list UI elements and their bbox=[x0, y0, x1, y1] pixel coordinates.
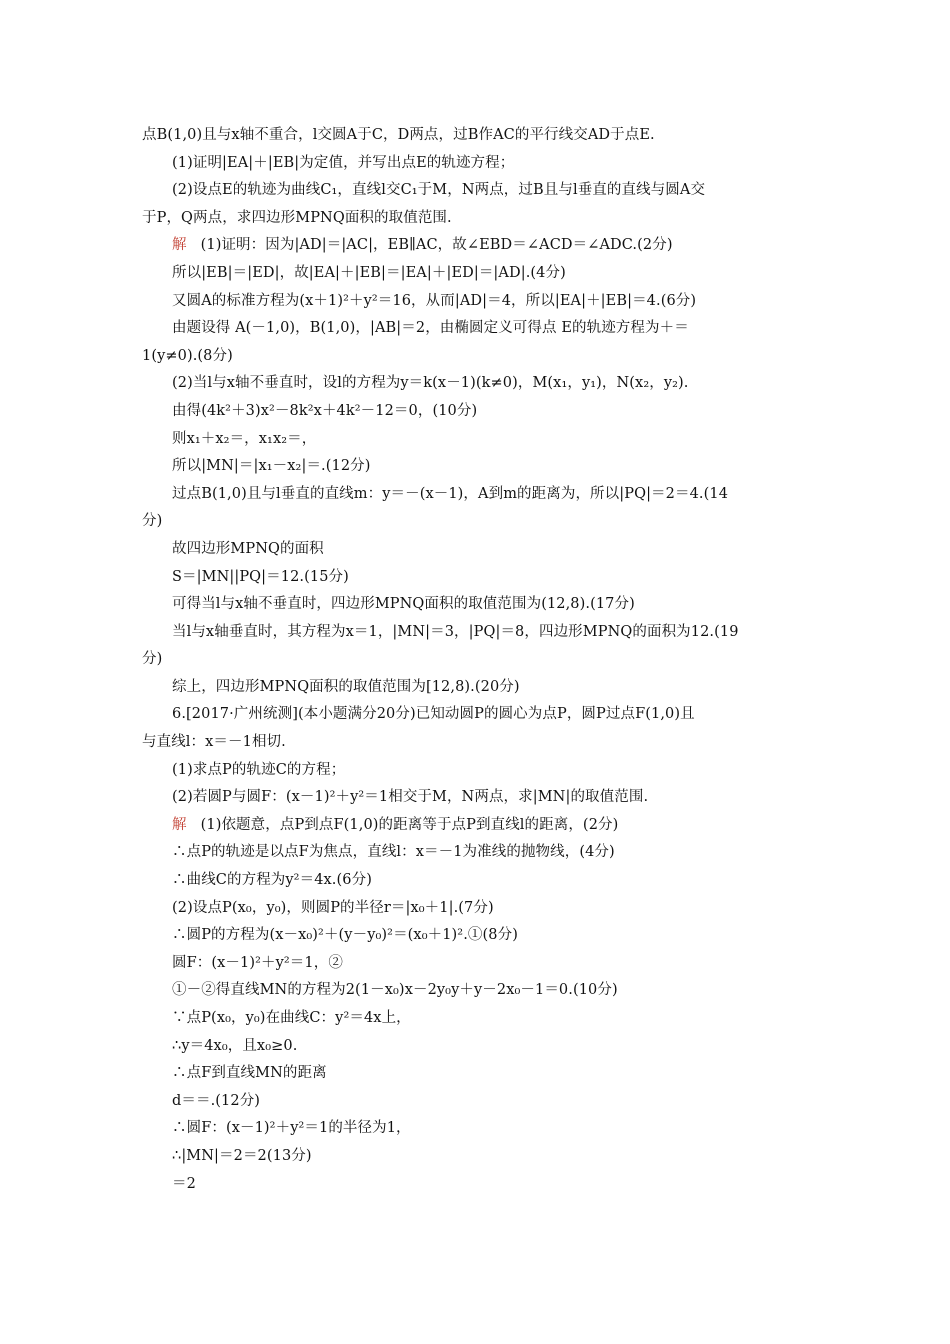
line-text: ＝2 bbox=[172, 1175, 196, 1192]
text-line bbox=[142, 536, 810, 564]
text-line bbox=[142, 232, 810, 260]
line-text: 可得当l与x轴不垂直时，四边形MPNQ面积的取值范围为(12,8).(17分) bbox=[172, 596, 635, 613]
text-line bbox=[142, 950, 810, 978]
text-line bbox=[142, 260, 810, 288]
line-text: (2)若圆P与圆F：(x－1)²＋y²＝1相交于M，N两点，求|MN|的取值范围. bbox=[172, 789, 649, 806]
solution-label: 解 bbox=[172, 237, 187, 254]
line-text: 于P，Q两点，求四边形MPNQ面积的取值范围. bbox=[142, 209, 452, 226]
line-text: 1(y≠0).(8分) bbox=[142, 347, 233, 364]
line-text: (1)证明：因为|AD|＝|AC|，EB∥AC，故∠EBD＝∠ACD＝∠ADC.(2分) bbox=[200, 237, 673, 254]
text-line bbox=[142, 977, 810, 1005]
text-line bbox=[142, 481, 810, 509]
line-text: ∵点P(x₀，y₀)在曲线C：y²＝4x上， bbox=[172, 1010, 411, 1026]
solution-text bbox=[142, 122, 810, 1198]
line-text: ∴|MN|＝2＝2(13分) bbox=[172, 1147, 312, 1164]
text-line bbox=[142, 895, 810, 923]
line-text: S＝|MN||PQ|＝12.(15分) bbox=[172, 568, 349, 585]
line-text: 6.[2017·广州统测](本小题满分20分)已知动圆P的圆心为点P，圆P过点F(1,0)且 bbox=[172, 706, 695, 723]
line-text: 与直线l：x＝－1相切. bbox=[142, 734, 286, 751]
text-line bbox=[142, 1088, 810, 1116]
text-line bbox=[142, 674, 810, 702]
text-line bbox=[142, 646, 810, 674]
text-line bbox=[142, 701, 810, 729]
line-text: (1)求点P的轨迹C的方程； bbox=[172, 761, 346, 778]
line-text: ∴圆P的方程为(x－x₀)²＋(y－y₀)²＝(x₀＋1)².①(8分) bbox=[172, 927, 518, 944]
line-text: 过点B(1,0)且与l垂直的直线m：y＝－(x－1)，A到m的距离为，所以|PQ|＝2＝4.(14 bbox=[172, 485, 729, 502]
line-text: 所以|EB|＝|ED|，故|EA|＋|EB|＝|EA|＋|ED|＝|AD|.(4分) bbox=[172, 264, 566, 281]
solution-label: 解 bbox=[172, 816, 187, 833]
text-line bbox=[142, 757, 810, 785]
text-line bbox=[142, 591, 810, 619]
text-line bbox=[142, 1033, 810, 1061]
line-text: (2)设点P(x₀，y₀)，则圆P的半径r＝|x₀＋1|.(7分) bbox=[172, 899, 494, 916]
text-line bbox=[142, 812, 810, 840]
line-text: (1)依题意，点P到点F(1,0)的距离等于点P到直线l的距离，(2分) bbox=[200, 816, 619, 833]
line-text: ∴点F到直线MN的距离 bbox=[172, 1065, 327, 1082]
text-line bbox=[142, 315, 810, 343]
line-text: ∴y＝4x₀，且x₀≥0. bbox=[172, 1037, 298, 1054]
line-text: 则x₁＋x₂＝，x₁x₂＝， bbox=[172, 430, 317, 447]
line-text: (1)证明|EA|＋|EB|为定值，并写出点E的轨迹方程； bbox=[172, 154, 515, 171]
line-text: (2)设点E的轨迹为曲线C₁，直线l交C₁于M，N两点，过B且与l垂直的直线与圆A交 bbox=[172, 182, 706, 199]
text-line bbox=[142, 1171, 810, 1199]
text-line bbox=[142, 453, 810, 481]
line-text: 故四边形MPNQ的面积 bbox=[172, 540, 324, 557]
text-line bbox=[142, 839, 810, 867]
text-line bbox=[142, 1115, 810, 1143]
line-text: ∴曲线C的方程为y²＝4x.(6分) bbox=[172, 872, 372, 889]
text-line bbox=[142, 784, 810, 812]
line-text: 圆F：(x－1)²＋y²＝1，② bbox=[172, 954, 343, 971]
line-text: (2)当l与x轴不垂直时，设l的方程为y＝k(x－1)(k≠0)，M(x₁，y₁)，N(x₂，y₂). bbox=[172, 375, 689, 392]
line-text: 综上，四边形MPNQ面积的取值范围为[12,8).(20分) bbox=[172, 678, 520, 695]
line-text: ①－②得直线MN的方程为2(1－x₀)x－2y₀y＋y－2x₀－1＝0.(10分) bbox=[172, 982, 618, 999]
text-line bbox=[142, 150, 810, 178]
text-line bbox=[142, 922, 810, 950]
line-text: 由得(4k²＋3)x²－8k²x＋4k²－12＝0，(10分) bbox=[172, 402, 478, 419]
line-text: 所以|MN|＝|x₁－x₂|＝.(12分) bbox=[172, 458, 371, 475]
text-line bbox=[142, 370, 810, 398]
text-line bbox=[142, 508, 810, 536]
line-text: 当l与x轴垂直时，其方程为x＝1，|MN|＝3，|PQ|＝8，四边形MPNQ的面积为12.(19 bbox=[172, 623, 739, 640]
text-line bbox=[142, 205, 810, 233]
line-text: 由题设得 A(－1,0)，B(1,0)，|AB|＝2，由椭圆定义可得点 E的轨迹方程为＋＝ bbox=[172, 320, 689, 337]
text-line bbox=[142, 177, 810, 205]
line-text: 分) bbox=[142, 651, 163, 668]
line-text: 点B(1,0)且与x轴不重合，l交圆A于C，D两点，过B作AC的平行线交AD于点E. bbox=[142, 127, 655, 143]
text-line bbox=[142, 1143, 810, 1171]
line-text: ∴圆F：(x－1)²＋y²＝1的半径为1， bbox=[172, 1120, 411, 1137]
text-line bbox=[142, 1005, 810, 1033]
line-text: 分) bbox=[142, 513, 163, 530]
text-line bbox=[142, 564, 810, 592]
text-line bbox=[142, 343, 810, 371]
text-line bbox=[142, 1060, 810, 1088]
text-line bbox=[142, 398, 810, 426]
text-line bbox=[142, 288, 810, 316]
text-line bbox=[142, 619, 810, 647]
text-line bbox=[142, 122, 810, 150]
line-text: 又圆A的标准方程为(x＋1)²＋y²＝16，从而|AD|＝4，所以|EA|＋|EB|＝4.(6分) bbox=[172, 292, 697, 309]
text-line bbox=[142, 867, 810, 895]
text-line bbox=[142, 426, 810, 454]
line-text: ∴点P的轨迹是以点F为焦点，直线l：x＝－1为准线的抛物线，(4分) bbox=[172, 844, 615, 861]
line-text: d＝＝.(12分) bbox=[172, 1092, 261, 1109]
text-line bbox=[142, 729, 810, 757]
